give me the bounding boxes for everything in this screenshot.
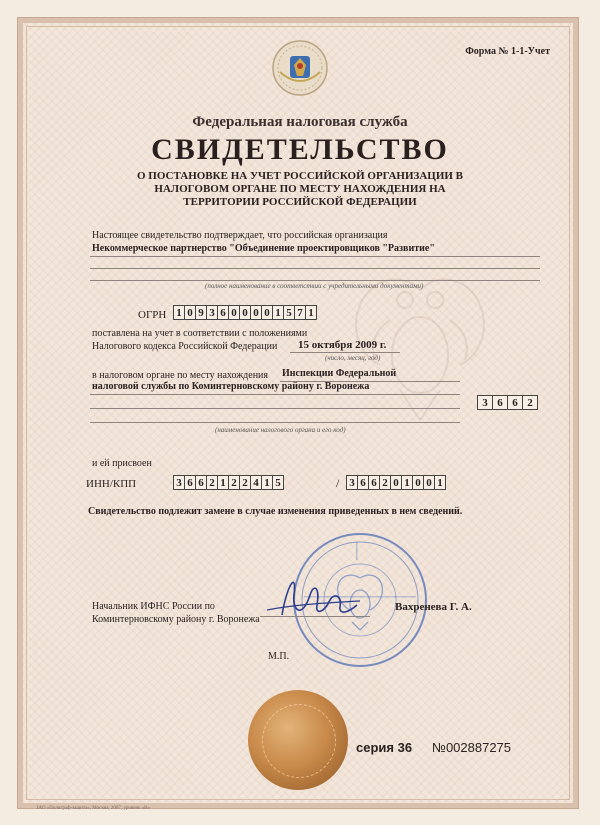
kpp-digit: 0 <box>412 475 424 490</box>
footer-print-info: ЗАО «Полиграф-защита», Москва, 2007, уровень «В» <box>36 806 151 811</box>
authority-code-digit: 6 <box>507 395 523 410</box>
kpp-digit: 3 <box>346 475 358 490</box>
ogrn-digit: 9 <box>195 305 207 320</box>
organization-name: Некоммерческое партнерство "Объединение проектировщиков "Развитие" <box>92 243 435 254</box>
ogrn-digit: 7 <box>294 305 306 320</box>
inn-digit: 6 <box>184 475 196 490</box>
kpp-digit: 0 <box>423 475 435 490</box>
date-line <box>290 352 400 353</box>
authority-code-boxes <box>478 395 538 410</box>
mp-label: М.П. <box>268 651 290 662</box>
tax-authority-intro: в налоговом органе по месту нахождения <box>92 370 269 381</box>
authority-code-digit: 2 <box>522 395 538 410</box>
ogrn-digit-boxes <box>174 305 317 320</box>
ogrn-digit: 0 <box>239 305 251 320</box>
authority-line-2 <box>90 394 460 395</box>
hologram-seal-ring <box>262 704 336 778</box>
inn-digit: 6 <box>195 475 207 490</box>
ogrn-digit: 6 <box>217 305 229 320</box>
signatory-title-1: Начальник ИФНС России по <box>92 601 215 612</box>
tax-service-emblem-icon <box>270 38 330 98</box>
form-number: Форма № 1-1-Учет <box>465 46 550 57</box>
document-title: СВИДЕТЕЛЬСТВО <box>151 133 449 166</box>
kpp-digit: 6 <box>368 475 380 490</box>
inn-digit: 1 <box>261 475 273 490</box>
service-name: Федеральная налоговая служба <box>192 114 408 130</box>
inn-digit: 2 <box>239 475 251 490</box>
kpp-digit: 1 <box>434 475 446 490</box>
kpp-digit: 2 <box>379 475 391 490</box>
ogrn-digit: 1 <box>272 305 284 320</box>
ogrn-digit: 0 <box>228 305 240 320</box>
ogrn-digit: 5 <box>283 305 295 320</box>
inn-kpp-label: ИНН/КПП <box>86 478 137 490</box>
serial-number: №002887275 <box>432 740 512 755</box>
intro-text: Настоящее свидетельство подтверждает, что российская организация <box>92 230 388 241</box>
signature-scribble <box>262 565 362 630</box>
authority-code-digit: 6 <box>492 395 508 410</box>
org-name-line-3 <box>90 280 540 281</box>
inn-digit: 1 <box>217 475 229 490</box>
authority-line-4 <box>90 422 460 423</box>
authority-line-3 <box>90 408 460 409</box>
signatory-name: Вахренева Г. А. <box>395 601 472 613</box>
org-name-note: (полное наименование в соответствии с учредительными документами) <box>205 282 424 290</box>
ogrn-digit: 3 <box>206 305 218 320</box>
assigned-text: и ей присвоен <box>92 458 152 469</box>
kpp-digit: 1 <box>401 475 413 490</box>
authority-code-digit: 3 <box>477 395 493 410</box>
tax-authority-line-2: налоговой службы по Коминтерновскому району г. Воронежа <box>92 381 370 392</box>
kpp-digit: 0 <box>390 475 402 490</box>
inn-digit: 4 <box>250 475 262 490</box>
ogrn-label: ОГРН <box>138 309 167 321</box>
inn-digit: 3 <box>173 475 185 490</box>
kpp-digit: 6 <box>357 475 369 490</box>
authority-note: (наименование налогового органа и его код) <box>215 426 346 434</box>
ogrn-digit: 0 <box>250 305 262 320</box>
kpp-digit-boxes <box>347 475 446 490</box>
inn-digit: 2 <box>228 475 240 490</box>
inn-digit: 2 <box>206 475 218 490</box>
tax-authority-line-1: Инспекции Федеральной <box>282 368 397 379</box>
org-name-line-1 <box>90 256 540 257</box>
inn-digit: 5 <box>272 475 284 490</box>
registration-date: 15 октября 2009 г. <box>298 339 387 351</box>
ogrn-digit: 0 <box>261 305 273 320</box>
document-subtitle: О ПОСТАНОВКЕ НА УЧЕТ РОССИЙСКОЙ ОРГАНИЗАЦИИ В НАЛОГОВОМ ОРГАНЕ ПО МЕСТУ НАХОЖДЕНИЯ НА ТЕРРИТОРИИ РОССИЙСКОЙ ФЕДЕРАЦИИ <box>136 170 464 208</box>
ogrn-digit: 1 <box>173 305 185 320</box>
inn-kpp-slash: / <box>336 476 340 490</box>
ogrn-digit: 0 <box>184 305 196 320</box>
signature-line <box>260 616 370 617</box>
date-note: (число, месяц, год) <box>325 354 381 362</box>
inn-digit-boxes <box>174 475 284 490</box>
hologram-seal <box>248 690 348 790</box>
registered-text-2: Налогового кодекса Российской Федерации <box>92 341 278 352</box>
org-name-line-2 <box>90 268 540 269</box>
replacement-notice: Свидетельство подлежит замене в случае изменения приведенных в нем сведений. <box>88 506 463 517</box>
registered-text-1: поставлена на учет в соответствии с положениями <box>92 328 308 339</box>
ogrn-digit: 1 <box>305 305 317 320</box>
series-label: серия 36 <box>356 740 413 755</box>
signatory-title-2: Коминтерновскому району г. Воронежа <box>92 614 260 625</box>
